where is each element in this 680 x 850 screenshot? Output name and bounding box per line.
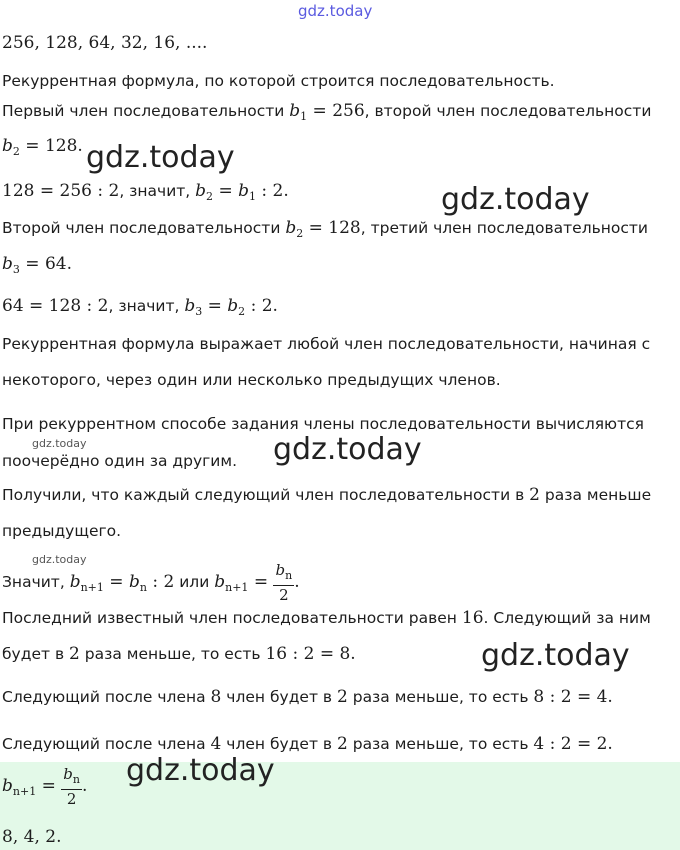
text: член будет в — [221, 735, 337, 753]
math: 2 — [529, 485, 540, 505]
text: раза меньше, то есть — [347, 688, 534, 706]
text-line-17 — [2, 686, 613, 708]
fraction — [273, 561, 294, 604]
sequence-line: 256, 128, 64, 32, 16, .... — [2, 33, 208, 53]
text: Второй член последовательности — [2, 219, 286, 237]
text-line-6 — [2, 253, 72, 281]
math: : 2. — [256, 181, 289, 201]
math: = — [36, 776, 62, 796]
math: 2 — [336, 734, 348, 754]
fraction-numerator — [61, 765, 82, 789]
text: , второй член последовательности — [364, 102, 652, 120]
math: = — [103, 572, 129, 592]
math: b — [285, 218, 297, 238]
watermark-1: gdz.today — [86, 140, 235, 175]
fraction — [61, 765, 82, 808]
math-sub: n — [139, 581, 147, 594]
text-line-14 — [2, 561, 300, 608]
math-sub: n+1 — [12, 785, 37, 798]
text: Получили, что каждый следующий член последовательности в — [2, 486, 530, 504]
math: 2 — [69, 644, 80, 664]
text: Следующий после члена — [2, 688, 211, 706]
math: b — [227, 296, 239, 316]
watermark-2: gdz.today — [441, 182, 590, 217]
math-sub: n+1 — [225, 581, 249, 594]
math: b — [63, 765, 73, 783]
math: . — [81, 776, 88, 796]
text-line-10: При рекуррентном способе задания члены последовательности вычисляются — [2, 415, 644, 433]
answer-terms: 8, 4, 2. — [2, 827, 62, 847]
math: b — [128, 572, 140, 592]
text: , значит, — [119, 182, 196, 200]
answer-block — [0, 762, 680, 850]
math-sub: n+1 — [80, 581, 104, 594]
math: 8 : 2 = 4. — [533, 687, 613, 707]
text-line-15 — [2, 607, 651, 629]
math: . — [294, 572, 300, 592]
math: b — [2, 136, 13, 156]
text-line-11: поочерёдно один за другим. — [2, 452, 237, 470]
text-line-18 — [2, 733, 613, 755]
watermark-5: gdz.today — [126, 753, 275, 788]
math: b — [2, 254, 13, 274]
math: = — [213, 181, 239, 201]
math: = 64. — [19, 254, 72, 274]
text-line-9: некоторого, через один или несколько предыдущих членов. — [2, 371, 501, 389]
math: 16 — [461, 608, 484, 628]
fraction-denominator: 2 — [61, 789, 82, 808]
math-sub: 2 — [206, 190, 214, 203]
text: будет в — [2, 645, 70, 663]
fraction-denominator: 2 — [273, 585, 294, 604]
answer-formula — [2, 764, 87, 814]
math-sub: 3 — [195, 305, 203, 318]
text-line-1: Рекуррентная формула, по которой строится последовательность. — [2, 72, 555, 90]
watermark-top: gdz.today — [298, 2, 373, 20]
watermark-small-1: gdz.today — [32, 437, 87, 450]
math-sub: n — [285, 569, 293, 582]
text-line-3 — [2, 135, 83, 163]
math: b — [2, 776, 13, 796]
text-line-4 — [2, 180, 289, 208]
math: b — [195, 181, 207, 201]
math: = — [202, 296, 228, 316]
text: раза меньше — [539, 486, 652, 504]
math: b — [238, 181, 249, 201]
math: 64 = 128 : 2 — [2, 296, 109, 316]
math-sub: 1 — [300, 110, 308, 123]
math: b — [184, 296, 196, 316]
text: Значит, — [2, 573, 70, 591]
text: член будет в — [221, 688, 337, 706]
text: , значит, — [108, 297, 185, 315]
text-line-2 — [2, 100, 651, 128]
math-sub: 3 — [12, 263, 20, 276]
text-line-5 — [2, 217, 648, 245]
math: = 128. — [19, 136, 83, 156]
text: Первый член последовательности — [2, 102, 290, 120]
math: 4 : 2 = 2. — [533, 734, 613, 754]
watermark-small-2: gdz.today — [32, 553, 87, 566]
math-sub: n — [72, 773, 80, 786]
text: раза меньше, то есть — [347, 735, 534, 753]
math: 4 — [210, 734, 222, 754]
math: 128 = 256 : 2 — [2, 181, 120, 201]
math: 16 : 2 = 8. — [265, 644, 356, 664]
math: = 256 — [307, 101, 365, 121]
math: b — [289, 101, 301, 121]
math: = — [248, 572, 274, 592]
text-line-12 — [2, 484, 651, 506]
math-sub: 2 — [238, 305, 246, 318]
text-line-13: предыдущего. — [2, 522, 122, 540]
watermark-3: gdz.today — [273, 432, 422, 467]
text-line-16 — [2, 643, 356, 665]
math: : 2. — [245, 296, 278, 316]
text: , третий член последовательности — [360, 219, 649, 237]
fraction-numerator — [273, 561, 294, 585]
text: или — [174, 573, 215, 591]
math: b — [275, 561, 286, 579]
text: раза меньше, то есть — [79, 645, 266, 663]
text: Следующий после члена — [2, 735, 211, 753]
text-line-7 — [2, 295, 278, 323]
text: Последний известный член последовательности равен — [2, 609, 462, 627]
text: . Следующий за ним — [483, 609, 651, 627]
math: : 2 — [146, 572, 175, 592]
math: 2 — [336, 687, 348, 707]
math-sub: 2 — [296, 227, 304, 240]
text-line-8: Рекуррентная формула выражает любой член последовательности, начиная с — [2, 335, 651, 353]
watermark-4: gdz.today — [481, 638, 630, 673]
math: b — [69, 572, 81, 592]
math: b — [214, 572, 226, 592]
math: = 128 — [303, 218, 361, 238]
math-sub: 2 — [12, 145, 20, 158]
math: 8 — [210, 687, 222, 707]
math-sub: 1 — [249, 190, 256, 203]
